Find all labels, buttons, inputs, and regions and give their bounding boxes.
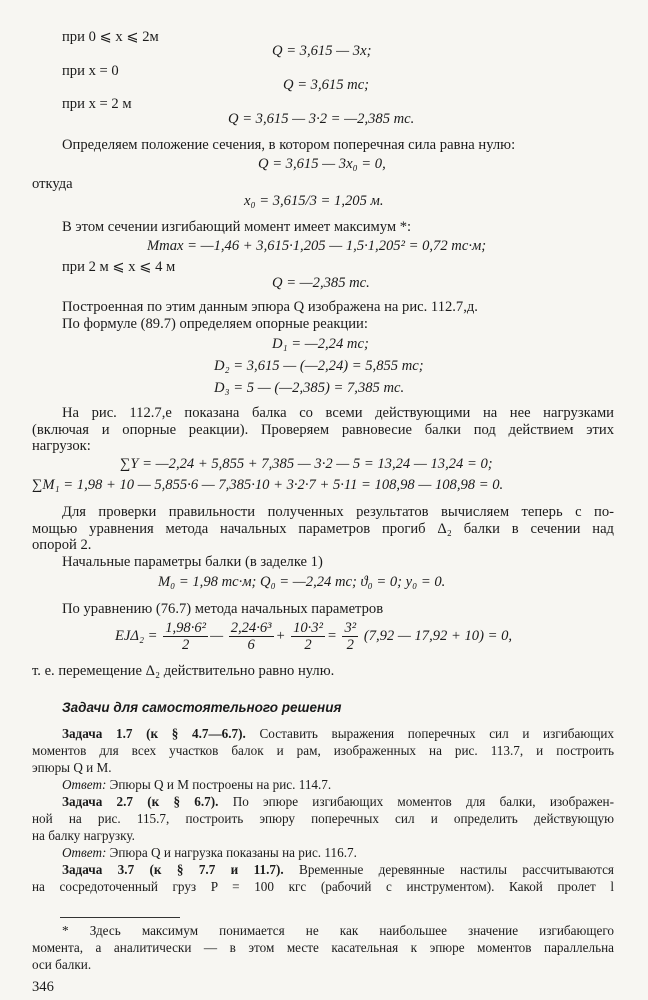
equation: x₀ = 3,615/3 = 1,205 м. xyxy=(244,193,384,209)
fraction-2-numerator: 2,24·6³ xyxy=(230,620,272,637)
problem-1-line-1 xyxy=(62,725,614,742)
problem-2-line-2: ной на рис. 115.7, построить эпюру поперечных сил и определить действующую xyxy=(32,811,614,826)
text-line: Построенная по этим данным эпюра Q изображена на рис. 112.7,д. xyxy=(62,299,478,315)
footnote-line-3: оси балки. xyxy=(32,957,92,972)
answer-text: Эпюры Q и M построены на рис. 114.7. xyxy=(109,777,332,792)
fraction-4-numerator: 3² xyxy=(344,620,357,637)
text-line: По уравнению (76.7) метода начальных параметров xyxy=(62,601,384,617)
fraction-3-numerator: 10·3² xyxy=(293,620,323,637)
text-line: опорой 2. xyxy=(32,537,92,553)
problem-1-text: Составить выражения поперечных сил и изгибающих xyxy=(259,726,614,741)
fraction-1-denominator: 2 xyxy=(181,637,190,654)
text-line: Для проверки правильности полученных результатов вычисляем теперь с по- xyxy=(62,504,614,520)
equation: Q = 3,615 — 3x; xyxy=(272,43,372,59)
ej-lhs: EJΔ₂ = xyxy=(115,628,158,644)
equation: Q = —2,385 тс. xyxy=(272,275,370,291)
equation: D₃ = 5 — (—2,385) = 7,385 тс. xyxy=(214,380,405,396)
text-line: По формуле (89.7) определяем опорные реакции: xyxy=(62,316,368,332)
problem-1-line-2: моментов для всех участков балок и рам, изображенных на рис. 113.7, и построить xyxy=(32,743,614,758)
text-line: при x = 0 xyxy=(62,63,119,79)
problem-2-text: По эпюре изгибающих моментов для балки, изображен- xyxy=(232,794,615,809)
text-line: Начальные параметры балки (в заделке 1) xyxy=(62,554,323,570)
equation: Q = 3,615 тс; xyxy=(283,77,370,93)
footnote-line-2: момента, а аналитически — в этом месте касательная к эпюре моментов параллельна xyxy=(32,940,614,955)
equation: Q = 3,615 — 3·2 = —2,385 тс. xyxy=(228,111,415,127)
text-line: при 0 ⩽ x ⩽ 2м xyxy=(62,29,159,45)
text-line: В этом сечении изгибающий момент имеет максимум *: xyxy=(62,219,412,235)
footnote-divider xyxy=(60,917,180,918)
text-line: при 2 м ⩽ x ⩽ 4 м xyxy=(62,259,176,275)
problem-2-line-1 xyxy=(62,793,614,810)
fraction-2-denominator: 6 xyxy=(247,637,255,654)
fraction-3 xyxy=(291,620,325,653)
equation: D₂ = 3,615 — (—2,24) = 5,855 тс; xyxy=(214,358,424,374)
text-line: откуда xyxy=(32,176,73,192)
answer-label: Ответ: xyxy=(62,777,107,792)
fraction-4-denominator: 2 xyxy=(346,637,354,654)
text-line: нагрузок: xyxy=(32,438,91,454)
equation: Mmax = —1,46 + 3,615·1,205 — 1,5·1,205² = 0,72 тс·м; xyxy=(147,238,487,254)
text-line: На рис. 112.7,е показана балка со всеми действующими на нее нагрузками xyxy=(62,405,614,421)
problem-3-label: Задача 3.7 (к § 7.7 и 11.7). xyxy=(62,862,284,877)
answer-1 xyxy=(62,776,331,793)
ej-tail: (7,92 — 17,92 + 10) = 0, xyxy=(363,628,513,644)
text-line: т. е. перемещение Δ₂ действительно равно нулю. xyxy=(32,663,335,679)
answer-label: Ответ: xyxy=(62,845,107,860)
text-line: Определяем положение сечения, в котором поперечная сила равна нулю: xyxy=(62,137,516,153)
equation: ∑Y = —2,24 + 5,855 + 7,385 — 3·2 — 5 = 13,24 — 13,24 = 0; xyxy=(120,456,493,472)
problem-3-line-1 xyxy=(62,861,614,878)
problem-2-line-3: на балку нагрузку. xyxy=(32,828,135,843)
equation: M₀ = 1,98 тс·м; Q₀ = —2,24 тс; ϑ₀ = 0; y₀ = 0. xyxy=(158,574,446,590)
answer-2 xyxy=(62,844,357,861)
fraction-2 xyxy=(229,620,274,653)
text-line: (включая и опорные реакции). Проверяем равновесие балки под действием этих xyxy=(32,422,614,438)
equation: Q = 3,615 — 3x₀ = 0, xyxy=(258,156,386,172)
ej-equation: EJΔ₂ = $\frac{\text{1,98·6²}}{2}$ — $\frac{\text{2,24·6³}}{6}$ + $\frac{\text{10·3²}}{2}$ = $\frac{\text{3²}}{2}$ (7,92 — 17,92 + 10) = 0, xyxy=(115,620,513,654)
section-title: Задачи для самостоятельного решения xyxy=(62,700,342,715)
fraction-1-numerator: 1,98·6² xyxy=(165,620,207,637)
problem-3-text: Временные деревянные настилы рассчитываются xyxy=(299,862,614,877)
problem-2-label: Задача 2.7 (к § 6.7). xyxy=(62,794,219,809)
page-number: 346 xyxy=(32,979,54,995)
fraction-3-denominator: 2 xyxy=(304,637,312,654)
equation: D₁ = —2,24 тс; xyxy=(272,336,369,352)
problem-1-label: Задача 1.7 (к § 4.7—6.7). xyxy=(62,726,246,741)
text-line: мощью уравнения метода начальных параметров прогиб Δ₂ балки в сечении над xyxy=(32,521,614,537)
problem-3-line-2: на сосредоточенный груз P = 100 кгс (рабочий с инструментом). Какой пролет l xyxy=(32,879,614,894)
equation: ∑M₁ = 1,98 + 10 — 5,855·6 — 7,385·10 + 3·2·7 + 5·11 = 108,98 — 108,98 = 0. xyxy=(32,477,504,493)
answer-text: Эпюра Q и нагрузка показаны на рис. 116.7. xyxy=(109,845,357,860)
fraction-4 xyxy=(342,620,358,653)
fraction-1 xyxy=(163,620,208,653)
text-line: при x = 2 м xyxy=(62,96,132,112)
problem-1-line-3: эпюры Q и M. xyxy=(32,760,112,775)
footnote-line-1: * Здесь максимум понимается не как наибольшее значение изгибающего xyxy=(62,923,614,938)
